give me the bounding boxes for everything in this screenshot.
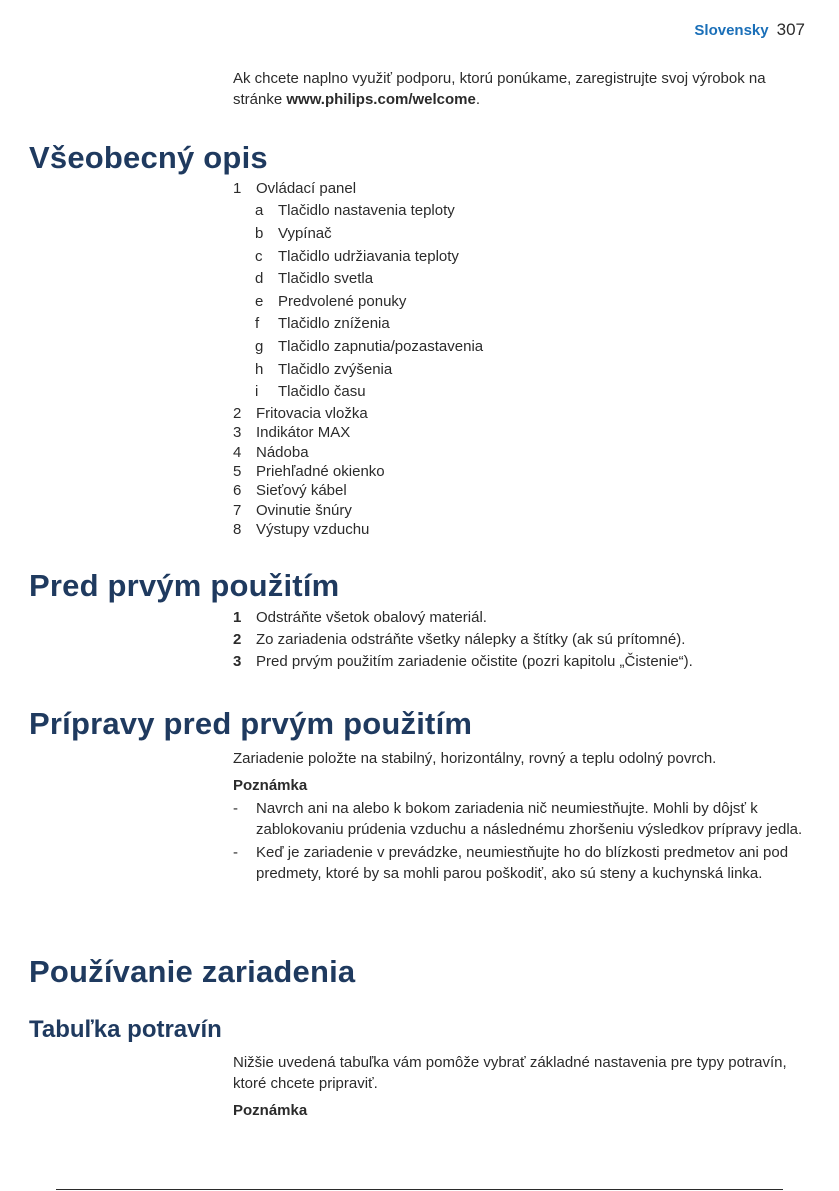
steps-list [233,607,813,673]
item-letter: e [255,292,264,310]
item-label: Tlačidlo svetla [278,270,374,288]
item-label: Tlačidlo času [278,383,366,401]
list-item [233,462,813,481]
item-label: Vypínač [278,224,332,242]
section-heading-preparation: Prípravy pred prvým použitím [29,706,473,741]
item-label: Tlačidlo zvýšenia [278,360,393,378]
item-number: 1 [233,180,242,197]
control-panel-sublist [233,200,813,403]
dash-icon: - [233,800,238,817]
item-label: Ovinutie šnúry [256,501,352,519]
sublist-item [233,291,813,314]
step-text: Pred prvým použitím zariadenie očistite (pozri kapitolu „Čistenie“). [256,653,693,670]
page-number: 307 [776,20,805,39]
bullet-text: Keď je zariadenie v prevádzke, neumiestňujte ho do blízkosti predmetov ani pod predmety, ktoré by sa mohli parou poškodiť, ako sú steny a kuchynská linka. [256,844,789,882]
parts-list [233,179,813,539]
intro-text-end: . [475,91,481,108]
section-heading-before-first-use: Pred prvým použitím [29,568,340,603]
item-label: Tlačidlo nastavenia teploty [278,202,455,220]
item-label: Predvolené ponuky [278,292,407,310]
item-label: Fritovacia vložka [256,404,368,422]
item-letter: c [255,247,263,265]
dash-icon: - [233,844,238,861]
intro-text: Ak chcete naplno využiť podporu, ktorú ponúkame, zaregistrujte svoj výrobok na stránke [233,70,766,108]
item-label: Tlačidlo zapnutia/pozastavenia [278,337,484,355]
bullet-text: Navrch ani na alebo k bokom zariadenia nič neumiestňujte. Mohli by dôjsť k zablokovaniu prúdenia vzduchu a následnému zhoršeniu výsledkov prípravy jedla. [256,800,803,838]
item-number: 2 [233,404,242,422]
step-number: 3 [233,653,242,670]
list-item [233,501,813,520]
item-label: Ovládací panel [256,180,357,197]
list-item [233,443,813,462]
list-item [233,404,813,423]
list-item [233,520,813,539]
item-number: 4 [233,443,242,461]
step-item [233,629,813,651]
sublist-item [233,359,813,382]
list-item [233,179,813,198]
language-label: Slovensky [694,22,769,39]
item-number: 3 [233,424,242,442]
food-table-content [233,1052,813,1121]
section-heading-using: Používanie zariadenia [29,954,356,989]
registration-link[interactable]: www.philips.com/welcome [286,91,476,108]
item-number: 5 [233,462,242,480]
step-item [233,607,813,629]
item-label: Tlačidlo udržiavania teploty [278,247,459,265]
sublist-item [233,381,813,404]
item-letter: i [255,383,259,401]
footer-divider [56,1189,783,1190]
step-number: 1 [233,609,242,626]
item-number: 8 [233,521,242,539]
sublist-item [233,313,813,336]
note-bullet [233,798,813,840]
item-label: Tlačidlo zníženia [278,315,390,333]
sublist-item [233,223,813,246]
item-label: Výstupy vzduchu [256,521,370,539]
item-label: Sieťový kábel [256,482,347,500]
item-letter: g [255,337,264,355]
item-label: Nádoba [256,443,309,461]
subsection-heading-food-table: Tabuľka potravín [29,1016,222,1043]
note-label: Poznámka [233,777,308,794]
item-label: Priehľadné okienko [256,462,385,480]
note-label: Poznámka [233,1102,308,1119]
item-letter: b [255,224,264,242]
sublist-item [233,268,813,291]
sublist-item [233,200,813,223]
preparation-text: Zariadenie položte na stabilný, horizontálny, rovný a teplu odolný povrch. [233,750,717,767]
step-number: 2 [233,631,242,648]
item-letter: d [255,270,264,288]
page-header [694,20,805,40]
item-number: 7 [233,501,242,519]
preparation-content [233,748,813,884]
step-text: Zo zariadenia odstráňte všetky nálepky a štítky (ak sú prítomné). [256,631,686,648]
food-table-text: Nižšie uvedená tabuľka vám pomôže vybrať základné nastavenia pre typy potravín, ktoré chcete pripraviť. [233,1054,787,1092]
section-heading-general-description: Všeobecný opis [29,140,268,175]
step-text: Odstráňte všetok obalový materiál. [256,609,487,626]
list-item [233,423,813,442]
item-letter: f [255,315,260,333]
item-letter: h [255,360,264,378]
sublist-item [233,336,813,359]
item-number: 6 [233,482,242,500]
intro-paragraph [233,68,813,110]
list-item [233,481,813,500]
sublist-item [233,246,813,269]
item-letter: a [255,202,264,220]
step-item [233,651,813,673]
item-label: Indikátor MAX [256,424,351,442]
note-bullet [233,842,813,884]
